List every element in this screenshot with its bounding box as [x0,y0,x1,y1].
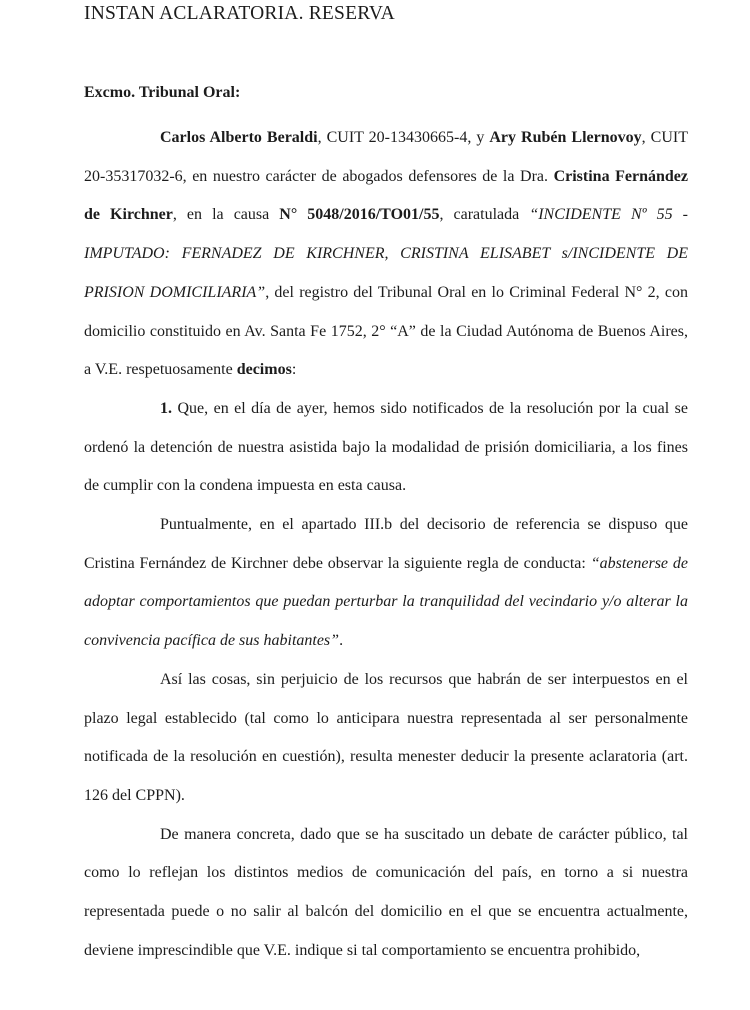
text-run: , CUIT 20-35317032-6, en nuestro carácter de abogados defensores de la Dra. [84,129,689,185]
text-run: . [339,632,344,650]
text-run: Cristina Fernández de Kirchner [84,167,689,224]
text-run: N° 5048/2016/TO01/55 [279,206,440,224]
text-run: : [291,361,297,379]
text-run: Puntualmente, en el apartado III.b del decisorio de referencia se dispuso que Cristina Fernández de Kirchner debe observar la siguiente regla de conducta: [84,516,688,572]
text-run: De manera concreta, dado que se ha suscitado un debate de carácter público, tal como lo reflejan los distintos medios de comunicación del país, en torno a si nuestra representada puede o no salir al balcón del domicilio en el que se encuentra actualmente, deviene imprescindible que V.E. indique si tal comportamiento se encuentra prohibido, [84,825,688,959]
text-run: Que, en el día de ayer, hemos sido notificados de la resolución por la cual se ordenó la detención de nuestra asistida bajo la modalidad de prisión domiciliaria, a los fines de cumplir con la condena impuesta en esta causa. [84,399,688,495]
text-run: , en la causa [172,206,280,224]
paragraph-intro [84,119,688,390]
text-run: Carlos Alberto Beraldi [160,129,318,146]
text-run: decimos [236,361,292,379]
document-heading: INSTAN ACLARATORIA. RESERVA [84,3,395,24]
text-run: , caratulada [439,206,530,224]
paragraph-1 [84,390,688,506]
document-body [84,119,688,970]
paragraph-2 [84,506,688,661]
text-run: “abstenerse de adoptar comportamientos que puedan perturbar la tranquilidad del vecindario y/o alterar la convivencia pacífica de sus habitantes” [84,554,688,650]
paragraph-3 [84,661,688,816]
text-run: “INCIDENTE Nº 55 - IMPUTADO: FERNADEZ DE KIRCHNER, CRISTINA ELISABET s/INCIDENTE DE PRISION DOMICILIARIA” [84,206,689,301]
text-run: Así las cosas, sin perjuicio de los recursos que habrán de ser interpuestos en el plazo legal establecido (tal como lo anticipara nuestra representada al ser personalmente notificada de la resolución en cuestión), resulta menester deducir la presente aclaratoria (art. 126 del CPPN). [84,670,688,804]
addressee: Excmo. Tribunal Oral: [84,84,241,101]
text-run: , CUIT 20-13430665-4, y [317,129,490,146]
text-run: 1. [160,399,172,417]
paragraph-4 [84,816,688,971]
text-run: , del registro del Tribunal Oral en lo Criminal Federal N° 2, con domicilio constituido en Av. Santa Fe 1752, 2° “A” de la Ciudad Autónoma de Buenos Aires, a V.E. respetuosamente [84,283,689,379]
text-run: Ary Rubén Llernovoy [489,129,642,146]
